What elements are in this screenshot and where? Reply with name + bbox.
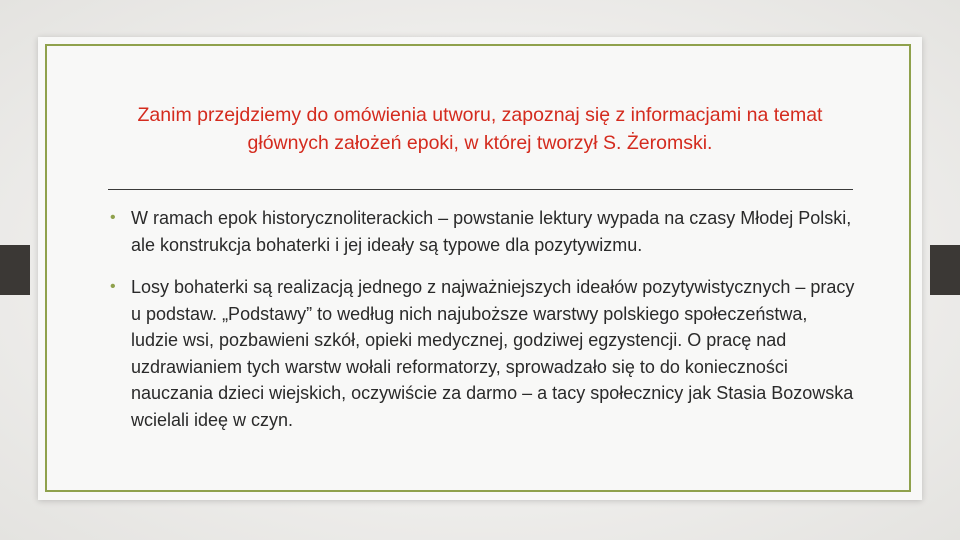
bullet-item	[110, 205, 855, 258]
bullet-icon: •	[110, 209, 116, 226]
bullet-text: W ramach epok historycznoliterackich – powstanie lektury wypada na czasy Młodej Polski, ale konstrukcja bohaterki i jej ideały są typowe dla pozytywizmu.	[131, 208, 852, 255]
bullet-list	[110, 205, 855, 433]
bullet-icon: •	[110, 278, 116, 295]
title-divider	[108, 189, 853, 190]
slide-title: Zanim przejdziemy do omówienia utworu, zapoznaj się z informacjami na temat głównych założeń epoki, w której tworzył S. Żeromski.	[137, 104, 823, 154]
right-edge-tab	[930, 245, 960, 295]
bullet-item	[110, 274, 855, 433]
bullet-text: Losy bohaterki są realizacją jednego z najważniejszych ideałów pozytywistycznych – pracy u podstaw. „Podstawy” to według nich najuboższe warstwy polskiego społeczeństwa, ludzie wsi, pozbawieni szkół, opieki medycznej, godziwej egzystencji. O pracę nad uzdrawianiem tych warstw wołali reformatorzy, sprowadzało się to do konieczności nauczania dzieci wiejskich, oczywiście za darmo – a tacy społecznicy jak Stasia Bozowska wcielali ideę w czyn.	[131, 277, 855, 430]
left-edge-tab	[0, 245, 30, 295]
